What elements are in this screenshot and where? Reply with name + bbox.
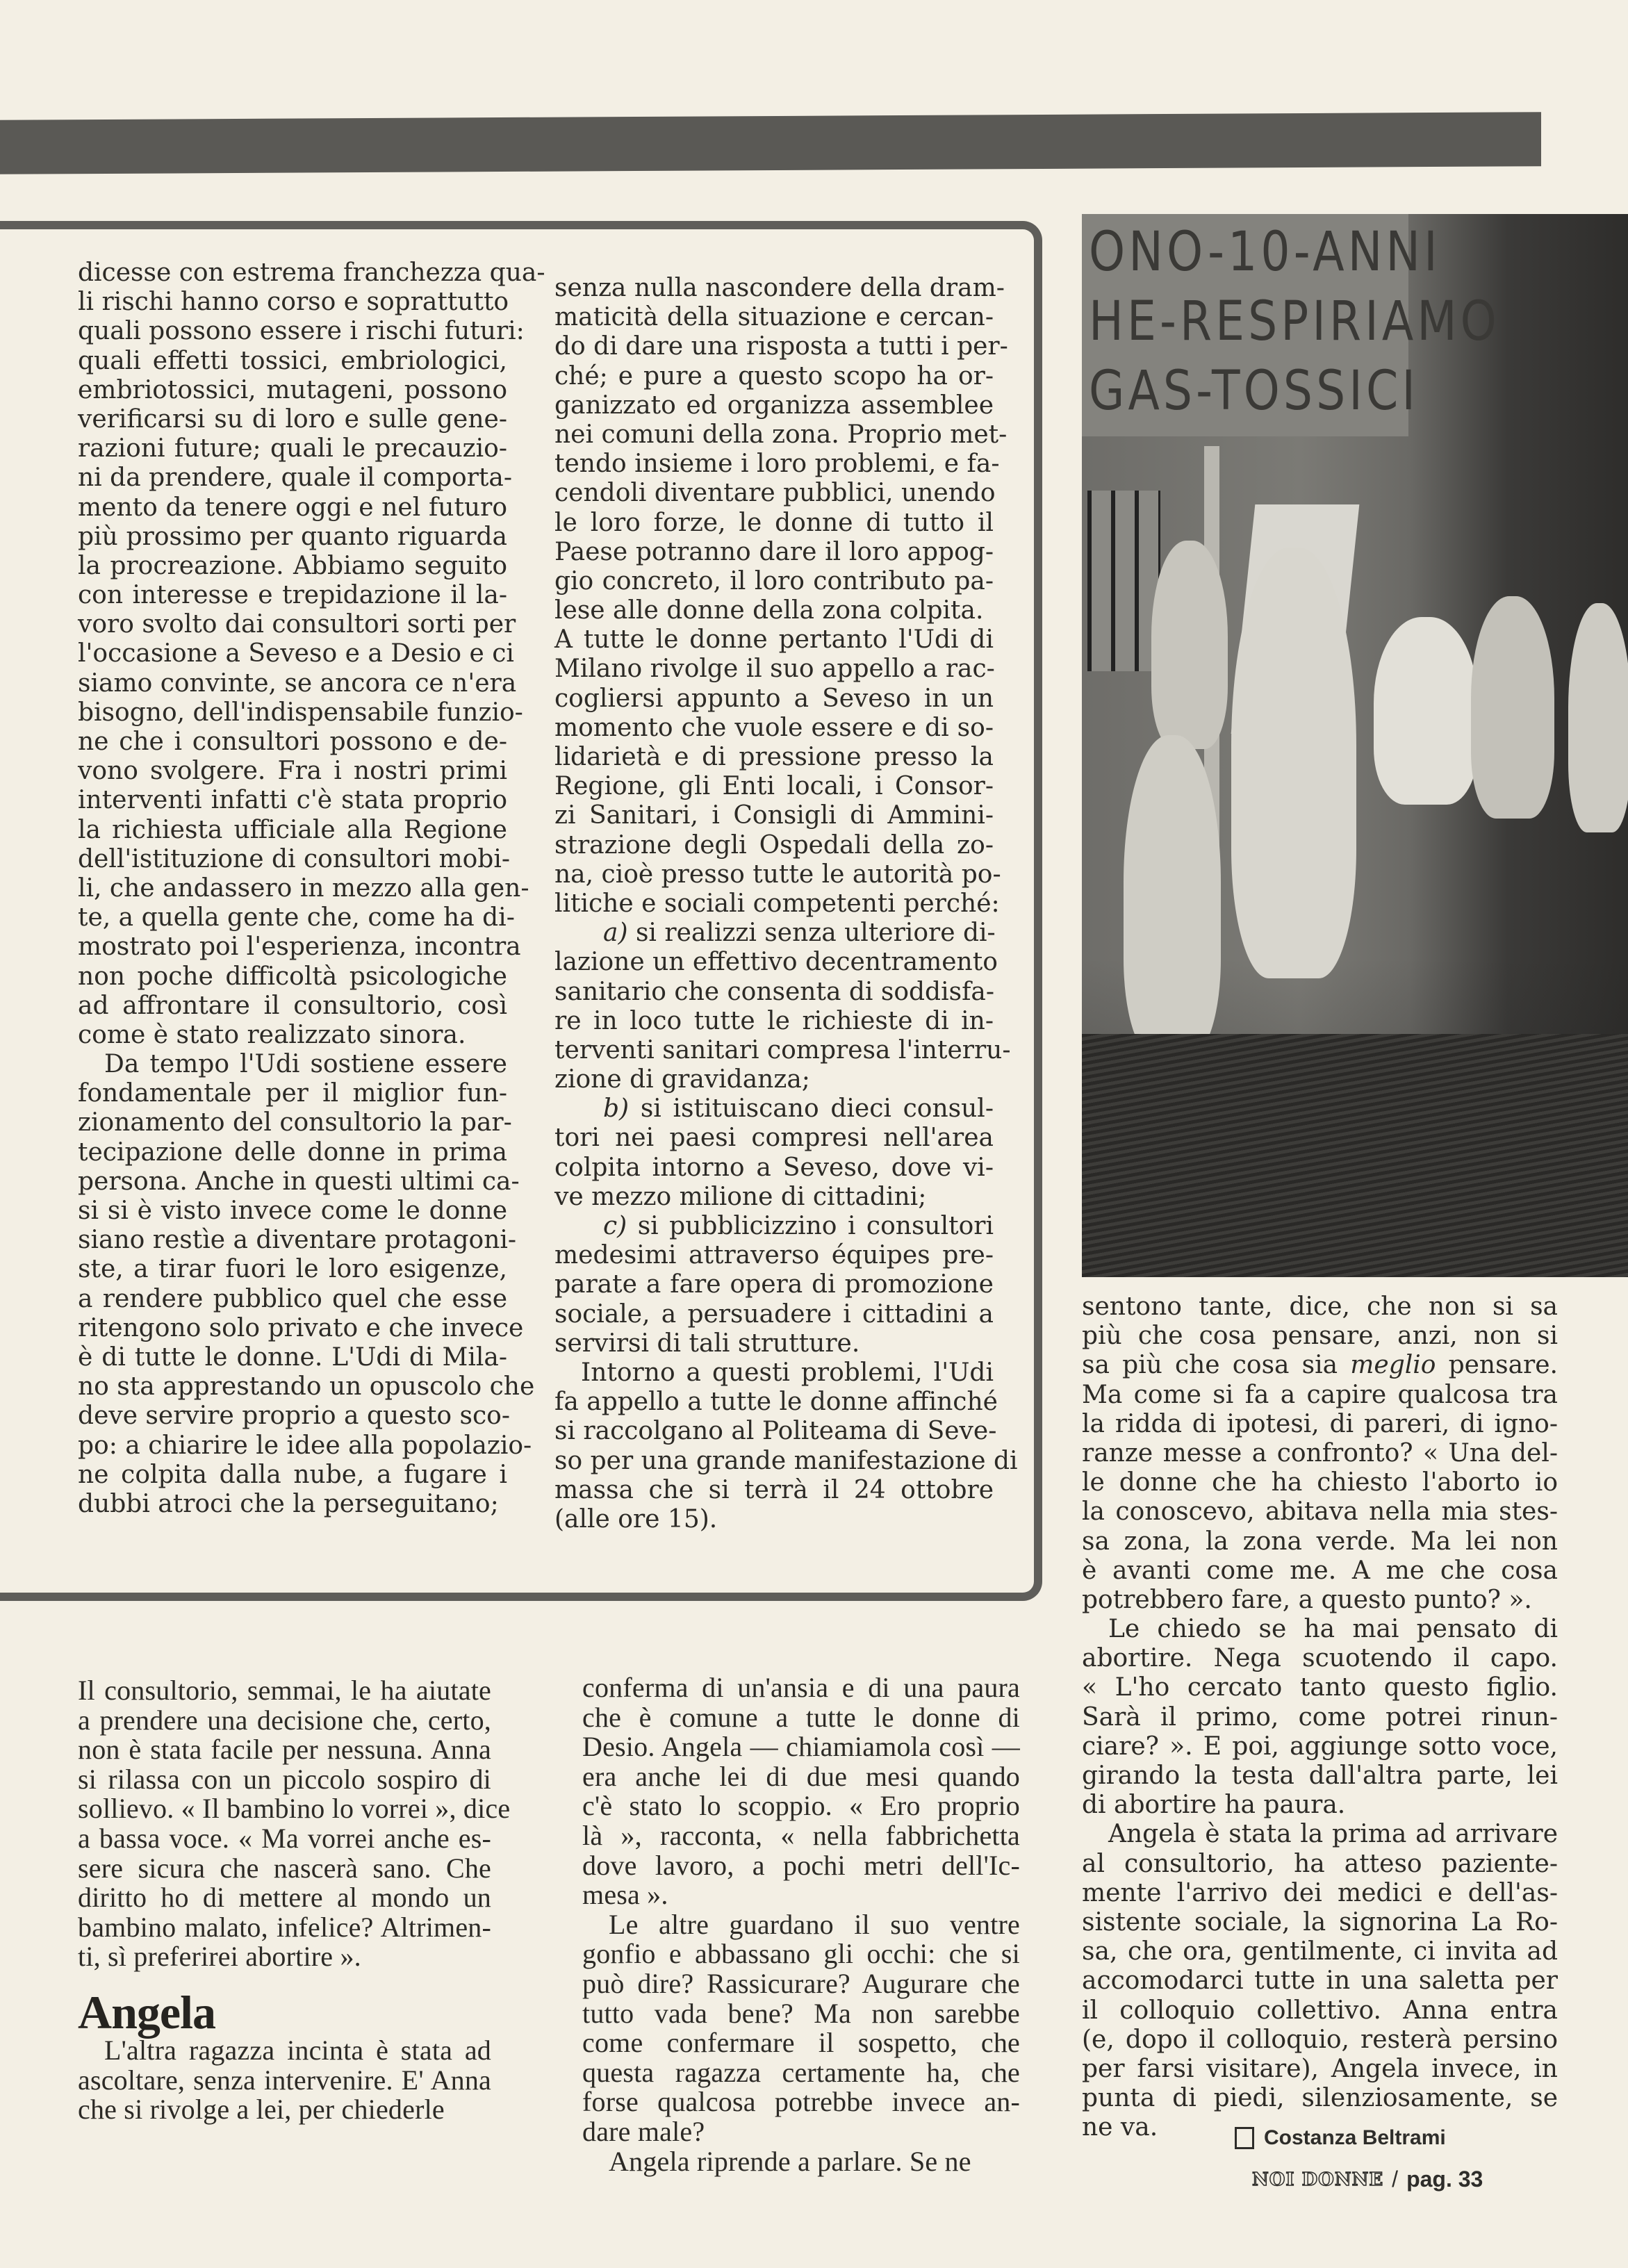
article-column-left-after-heading	[78, 2036, 491, 2125]
page-footer	[1252, 2167, 1483, 2192]
text-line: sentono tante, dice, che non si sa	[1082, 1292, 1558, 1321]
square-bullet-icon	[1235, 2127, 1254, 2149]
text-line: il colloquio collettivo. Anna entra	[1082, 1996, 1558, 2025]
text-line: do di dare una risposta a tutti i per-	[554, 332, 1008, 361]
text-line: vono svolgere. Fra i nostri primi	[78, 757, 507, 786]
text-line: come confermare il sospetto, che	[582, 2027, 1020, 2059]
figure-man	[1151, 541, 1228, 749]
text-line: zi Sanitari, i Consigli di Ammini-	[554, 801, 994, 830]
text-line: Sarà il primo, come potrei rinun-	[1082, 1702, 1558, 1732]
text-line: la richiesta ufficiale alla Regione	[78, 815, 507, 844]
text-line: razioni future; quali le precauzio-	[78, 434, 507, 463]
text-line: gonfio e abbassano gli occhi: che si	[582, 1938, 1020, 1970]
text-line: girando la testa dall'altra parte, lei	[1082, 1761, 1558, 1790]
text-line: questa ragazza certamente ha, che	[582, 2056, 1020, 2088]
banner-line: GAS-TOSSICI	[1089, 360, 1420, 422]
text-line: so per una grande manifestazione di	[554, 1446, 1018, 1475]
text-line: ché; e pure a questo scopo ha or-	[554, 361, 994, 391]
text-line: che si rivolge a lei, per chiederle	[78, 2094, 445, 2126]
text-line: sa zona, la zona verde. Ma lei non	[1082, 1527, 1558, 1556]
text-line: zione di gravidanza;	[554, 1065, 810, 1094]
text-line: può dire? Rassicurare? Augurare che	[582, 1967, 1020, 1999]
text-line: Angela è stata la prima ad arrivare	[1108, 1820, 1558, 1849]
text-line: sanitario che consenta di soddisfa-	[554, 977, 995, 1006]
protest-photo	[1082, 214, 1628, 1277]
text-line: no sta apprestando un opuscolo che	[78, 1372, 535, 1402]
text-line: po: a chiarire le idee alla popolazio-	[78, 1431, 532, 1460]
text-line: ni da prendere, quale il comporta-	[78, 463, 513, 493]
text-line: sistente sociale, la signorina La Ro-	[1082, 1907, 1558, 1937]
article-column-left	[78, 1675, 511, 1973]
text-line: dell'istituzione di consultori mobi-	[78, 844, 511, 873]
text-line: b) si istituiscano dieci consul-	[603, 1094, 994, 1124]
text-line: ad affrontare il consultorio, così	[78, 991, 507, 1020]
text-line: mento da tenere oggi e nel futuro	[78, 493, 507, 522]
text-line: senza nulla nascondere della dram-	[554, 274, 1005, 302]
text-line: quali effetti tossici, embriologici,	[78, 346, 507, 375]
text-line: non poche difficoltà psicologiche	[78, 962, 507, 991]
figure-seated	[1471, 596, 1554, 819]
text-line: ve mezzo milione di cittadini;	[554, 1182, 927, 1211]
text-line: voro svolto dai consultori sorti per	[78, 610, 516, 639]
text-line: bisogno, dell'indispensabile funzio-	[78, 698, 523, 727]
figure-seated	[1568, 603, 1628, 832]
text-line: terventi sanitari compresa l'interru-	[554, 1035, 1011, 1065]
text-line: dubbi atroci che la perseguitano;	[78, 1489, 499, 1518]
text-line: Il consultorio, semmai, le ha aiutate	[78, 1675, 491, 1706]
text-line: Regione, gli Enti locali, i Consor-	[554, 772, 994, 801]
text-line: Milano rivolge il suo appello a rac-	[554, 655, 995, 684]
text-line: nei comuni della zona. Proprio met-	[554, 420, 1008, 449]
text-line: maticità della situazione e cercan-	[554, 303, 994, 332]
text-line: conferma di un'ansia e di una paura	[582, 1672, 1020, 1703]
text-line: Paese potranno dare il loro appog-	[554, 537, 994, 566]
text-line: dare male?	[582, 2115, 705, 2147]
text-line: Intorno a questi problemi, l'Udi	[581, 1358, 994, 1387]
text-line: ne che i consultori possono e de-	[78, 728, 507, 756]
text-line: L'altra ragazza incinta è stata ad	[104, 2035, 491, 2066]
text-line: cendoli diventare pubblici, unendo	[554, 479, 996, 508]
text-line: ste, a tirar fuori le loro esigenze,	[78, 1255, 507, 1284]
footer-separator: /	[1392, 2167, 1399, 2192]
banner-line: HE-RESPIRIAMO	[1089, 290, 1500, 353]
text-line: Da tempo l'Udi sostiene essere	[104, 1050, 507, 1079]
text-line: Desio. Angela — chiamiamola così —	[582, 1731, 1020, 1763]
text-line: a) si realizzi senza ulteriore di-	[603, 919, 996, 948]
text-line: lese alle donne della zona colpita.	[554, 596, 984, 625]
text-line: lidarietà e di pressione presso la	[554, 743, 994, 771]
text-line: si rilassa con un piccolo sospiro di	[78, 1763, 491, 1795]
text-line: fondamentale per il miglior fun-	[78, 1079, 507, 1108]
text-line: abortire. Nega scuotendo il capo.	[1082, 1644, 1558, 1673]
text-line: siano restìe a diventare protagoni-	[78, 1226, 517, 1255]
text-line: le donne che ha chiesto l'aborto io	[1082, 1468, 1558, 1497]
text-line: sa più che cosa sia meglio pensare.	[1082, 1351, 1559, 1380]
text-line: c) si pubblicizzino i consultori	[603, 1212, 994, 1240]
top-decorative-bar	[0, 112, 1541, 174]
text-line: più prossimo per quanto riguarda	[78, 522, 507, 551]
text-line: tecipazione delle donne in prima	[78, 1137, 507, 1167]
text-line: Ma come si fa a capire qualcosa tra	[1082, 1380, 1558, 1409]
text-line: tutto vada bene? Ma non sarebbe	[582, 1997, 1020, 2029]
text-line: momento che vuole essere e di so-	[554, 713, 994, 742]
text-line: persona. Anche in questi ultimi ca-	[78, 1167, 520, 1196]
text-line: si si è visto invece come le donne	[78, 1197, 507, 1225]
photo-window	[1087, 491, 1160, 671]
text-line: A tutte le donne pertanto l'Udi di	[554, 625, 994, 655]
text-line: non è stata facile per nessuna. Anna	[78, 1734, 491, 1766]
text-line: diritto ho di mettere al mondo un	[78, 1882, 491, 1914]
text-line: forse qualcosa potrebbe invece an-	[582, 2086, 1020, 2118]
text-line: (alle ore 15).	[554, 1504, 718, 1534]
boxed-column-2	[554, 274, 1018, 1534]
text-line: Le chiedo se ha mai pensato di	[1108, 1615, 1558, 1644]
text-line: strazione degli Ospedali della zo-	[554, 830, 994, 860]
text-line: a bassa voce. « Ma vorrei anche es-	[78, 1822, 491, 1854]
text-line: là », racconta, « nella fabbrichetta	[582, 1819, 1020, 1851]
text-line: mente l'arrivo dei medici e dell'as-	[1082, 1878, 1558, 1907]
text-line: Le altre guardano il suo ventre	[609, 1908, 1020, 1940]
text-line: sociale, a persuadere i cittadini a	[554, 1299, 994, 1329]
text-line: siamo convinte, se ancora ce n'era	[78, 668, 517, 698]
text-line: ascoltare, senza intervenire. E' Anna	[78, 2064, 491, 2096]
text-line: « L'ho cercato tanto questo figlio.	[1082, 1673, 1558, 1702]
figure-crouching	[1374, 617, 1478, 805]
text-line: Angela riprende a parlare. Se ne	[609, 2145, 971, 2177]
text-line: cogliersi appunto a Seveso in un	[554, 684, 994, 713]
text-line: quali possono essere i rischi futuri:	[78, 317, 525, 346]
text-line: mesa ».	[582, 1879, 668, 1911]
text-line: per farsi visitare), Angela invece, in	[1082, 2054, 1558, 2083]
text-line: gio concreto, il loro contributo pa-	[554, 566, 994, 595]
text-line: zionamento del consultorio la par-	[78, 1108, 512, 1137]
text-line: (e, dopo il colloquio, resterà persino	[1082, 2025, 1558, 2054]
text-line: ti, sì preferirei abortire ».	[78, 1941, 361, 1973]
text-line: è di tutte le donne. L'Udi di Mila-	[78, 1342, 507, 1372]
text-line: ciare? ». E poi, aggiunge sotto voce,	[1082, 1732, 1558, 1761]
text-line: sa, che ora, gentilmente, ci invita ad	[1082, 1937, 1558, 1966]
text-line: medesimi attraverso équipes pre-	[554, 1241, 994, 1270]
text-line: a rendere pubblico quel che esse	[78, 1284, 507, 1313]
text-line: lazione un effettivo decentramento	[554, 948, 998, 977]
text-line: mostrato poi l'esperienza, incontra	[78, 932, 521, 962]
text-line: l'occasione a Seveso e a Desio e ci	[78, 639, 514, 668]
text-line: sollievo. « Il bambino lo vorrei », dice	[78, 1793, 511, 1825]
page-number: pag. 33	[1406, 2167, 1483, 2192]
text-line: ne va.	[1082, 2113, 1158, 2142]
author-name: Costanza Beltrami	[1264, 2126, 1446, 2149]
text-line: si raccolgano al Politeama di Seve-	[554, 1417, 997, 1446]
banner-line: ONO-10-ANNI	[1089, 221, 1441, 284]
text-line: massa che si terrà il 24 ottobre	[554, 1475, 994, 1504]
text-line: tendo insieme i loro problemi, e fa-	[554, 450, 1000, 479]
text-line: che è comune a tutte le donne di	[582, 1701, 1020, 1733]
text-line: dove lavoro, a pochi metri dell'Ic-	[582, 1849, 1020, 1881]
text-line: litiche e sociali competenti perché:	[554, 889, 1000, 918]
text-line: ganizzato ed organizza assemblee	[554, 391, 994, 420]
text-line: verificarsi su di loro e sulle gene-	[78, 404, 507, 434]
text-line: accomodarci tutte in una saletta per	[1082, 1966, 1558, 1996]
text-line: ne colpita dalla nube, a fugare i	[78, 1460, 507, 1489]
text-line: interventi infatti c'è stata proprio	[78, 786, 507, 815]
photo-ground	[1082, 1034, 1628, 1277]
text-line: la conoscevo, abitava nella mia stes-	[1082, 1497, 1558, 1527]
text-line: punta di piedi, silenziosamente, se	[1082, 2084, 1558, 2113]
text-line: a prendere una decisione che, certo,	[78, 1704, 491, 1736]
text-line: bambino malato, infelice? Altrimen-	[78, 1911, 491, 1943]
text-line: più che cosa pensare, anzi, non si	[1082, 1322, 1558, 1351]
text-line: di abortire ha paura.	[1082, 1791, 1346, 1820]
text-line: al consultorio, ha atteso paziente-	[1082, 1849, 1558, 1878]
text-line: come è stato realizzato sinora.	[78, 1020, 466, 1049]
boxed-column-1	[78, 258, 545, 1519]
text-line: parate a fare opera di promozione	[554, 1270, 994, 1299]
text-line: la ridda di ipotesi, di pareri, di igno-	[1082, 1409, 1558, 1438]
text-line: sere sicura che nascerà sano. Che	[78, 1852, 491, 1884]
text-line: ranze messe a confronto? « Una del-	[1082, 1438, 1558, 1468]
protest-banner	[1082, 214, 1500, 436]
article-column-right	[1082, 1292, 1558, 2142]
text-line: li rischi hanno corso e soprattutto	[78, 288, 509, 317]
subheading-angela: Angela	[78, 1986, 215, 2039]
text-line: deve servire proprio a questo sco-	[78, 1402, 511, 1431]
text-line: dicesse con estrema franchezza qua-	[78, 258, 545, 287]
text-line: te, a quella gente che, come ha di-	[78, 903, 515, 932]
text-line: na, cioè presso tutte le autorità po-	[554, 860, 1001, 889]
figure-girl-with-sign	[1231, 548, 1356, 978]
text-line: con interesse e trepidazione il la-	[78, 581, 507, 610]
figure-child	[1124, 735, 1221, 1055]
author-byline	[1235, 2126, 1446, 2150]
text-line: embriotossici, mutageni, possono	[78, 375, 507, 404]
text-line: potrebbero fare, a questo punto? ».	[1082, 1585, 1532, 1614]
text-line: ritengono solo privato e che invece	[78, 1313, 524, 1342]
text-line: fa appello a tutte le donne affinché	[554, 1388, 998, 1417]
text-line: tori nei paesi compresi nell'area	[554, 1124, 994, 1153]
text-line: re in loco tutte le richieste di in-	[554, 1006, 994, 1035]
text-line: è avanti come me. A me che cosa	[1082, 1556, 1558, 1585]
text-line: era anche lei di due mesi quando	[582, 1760, 1020, 1792]
text-line: servirsi di tali strutture.	[554, 1329, 860, 1358]
article-column-middle	[582, 1673, 1020, 2176]
text-line: li, che andassero in mezzo alla gen-	[78, 873, 529, 903]
text-line: le loro forze, le donne di tutto il	[554, 508, 994, 537]
text-line: la procreazione. Abbiamo seguito	[78, 551, 507, 580]
text-line: c'è stato lo scoppio. « Ero proprio	[582, 1790, 1020, 1822]
magazine-logo: NOI DONNE	[1252, 2169, 1384, 2190]
text-line: colpita intorno a Seveso, dove vi-	[554, 1153, 994, 1182]
